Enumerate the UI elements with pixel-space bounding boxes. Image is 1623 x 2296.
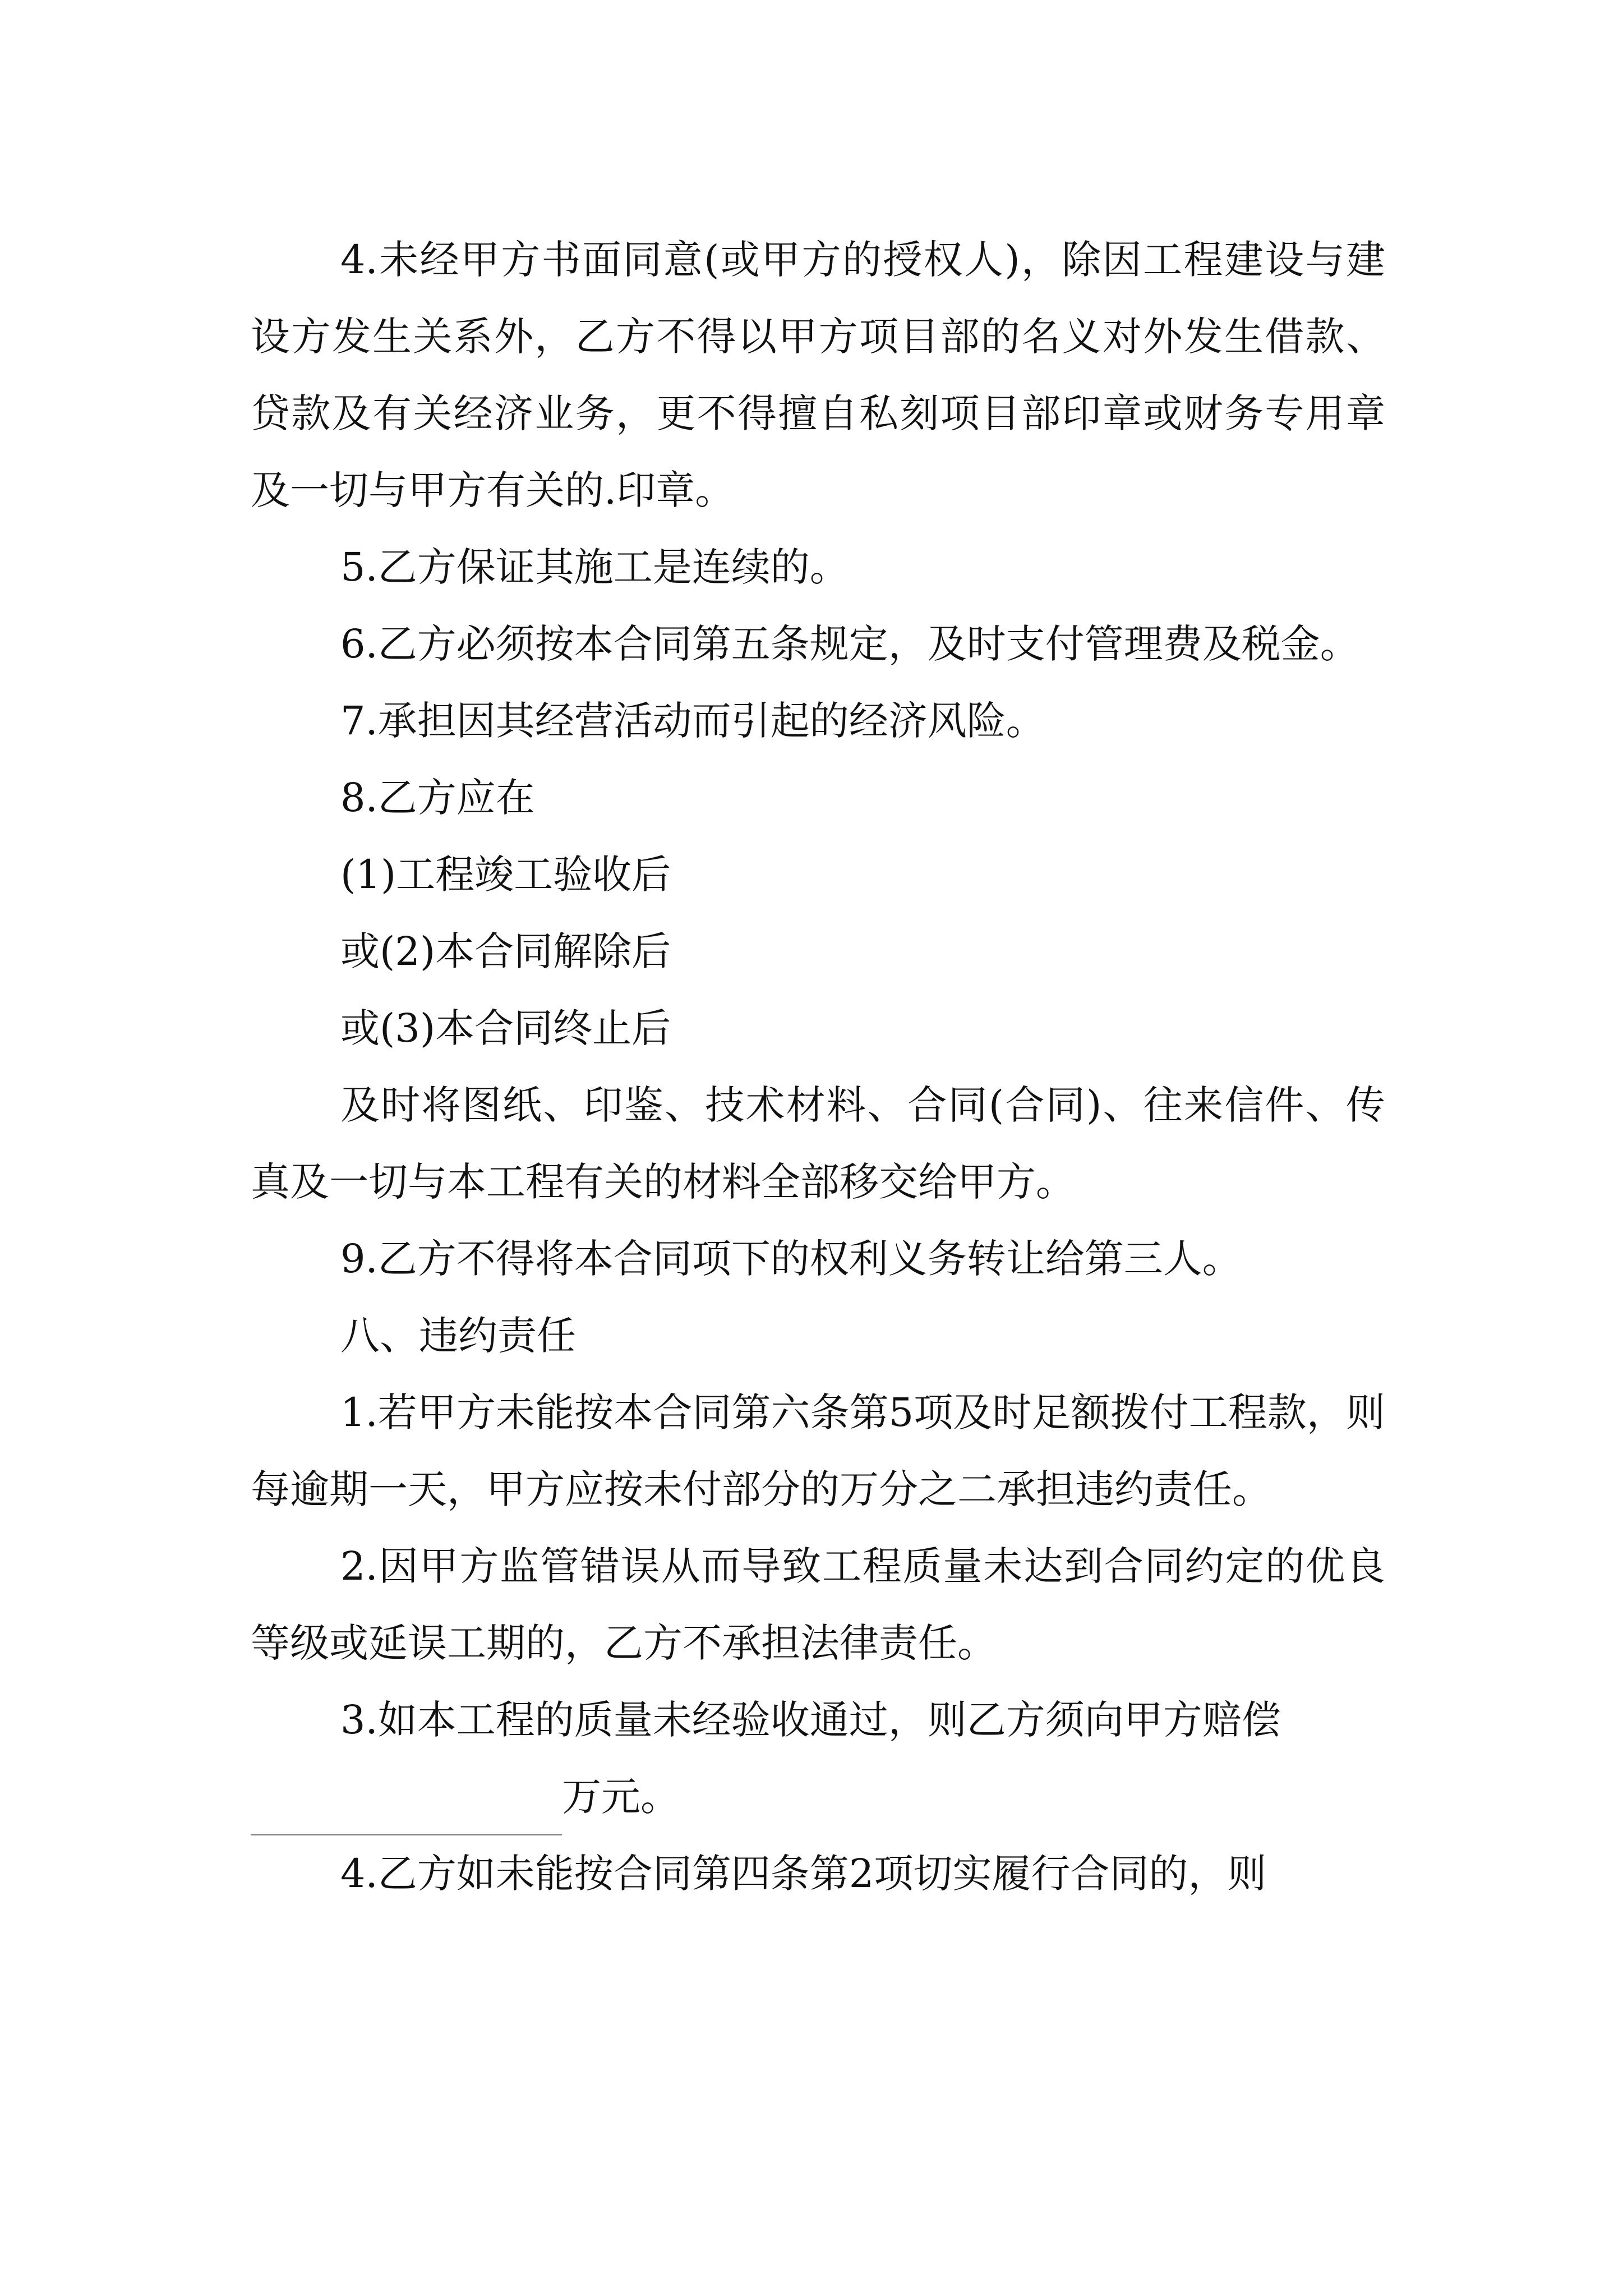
document-body <box>251 222 1385 1912</box>
section-heading-breach-liability: 八、违约责任 <box>340 1313 576 1359</box>
clause-8-item-3: 或(3)本合同终止后 <box>340 1005 671 1051</box>
clause-8-intro: 8.乙方应在 <box>340 775 535 821</box>
amount-unit: 万元。 <box>562 1774 680 1820</box>
clause-8-handover: 及时将图纸、印鉴、技术材料、合同(合同)、往来信件、传真及一切与本工程有关的材料全部移交给甲方。 <box>251 1082 1385 1205</box>
clause-5-continuous-construction: 5.乙方保证其施工是连续的。 <box>340 544 849 590</box>
clause-9-no-transfer: 9.乙方不得将本合同项下的权利义务转让给第三人。 <box>340 1236 1242 1282</box>
clause-8-item-1: (1)工程竣工验收后 <box>340 852 671 898</box>
amount-blank-field <box>251 1795 562 1835</box>
clause-8-item-2: 或(2)本合同解除后 <box>340 928 671 974</box>
breach-clause-4: 4.乙方如未能按合同第四条第2项切实履行合同的，则 <box>340 1851 1267 1897</box>
breach-clause-2: 2.因甲方监管错误从而导致工程质量未达到合同约定的优良等级或延误工期的，乙方不承担法律责任。 <box>251 1543 1385 1666</box>
clause-7-bear-economic-risk: 7.承担因其经营活动而引起的经济风险。 <box>340 698 1045 744</box>
breach-clause-1: 1.若甲方未能按本合同第六条第5项及时足额拨付工程款，则每逾期一天，甲方应按未付部分的万分之二承担违约责任。 <box>251 1389 1385 1512</box>
clause-6-pay-fees-and-taxes: 6.乙方必须按本合同第五条规定，及时支付管理费及税金。 <box>340 621 1359 667</box>
breach-clause-3: 3.如本工程的质量未经验收通过，则乙方须向甲方赔偿 <box>340 1697 1281 1743</box>
clause-4-no-unauthorized-business: 4.未经甲方书面同意(或甲方的授权人)，除因工程建设与建设方发生关系外，乙方不得以甲方项目部的名义对外发生借款、贷款及有关经济业务，更不得擅自私刻项目部印章或财务专用章及一切与甲方有关的.印章。 <box>251 237 1385 513</box>
breach-clause-3-amount-line <box>251 1759 1385 1835</box>
